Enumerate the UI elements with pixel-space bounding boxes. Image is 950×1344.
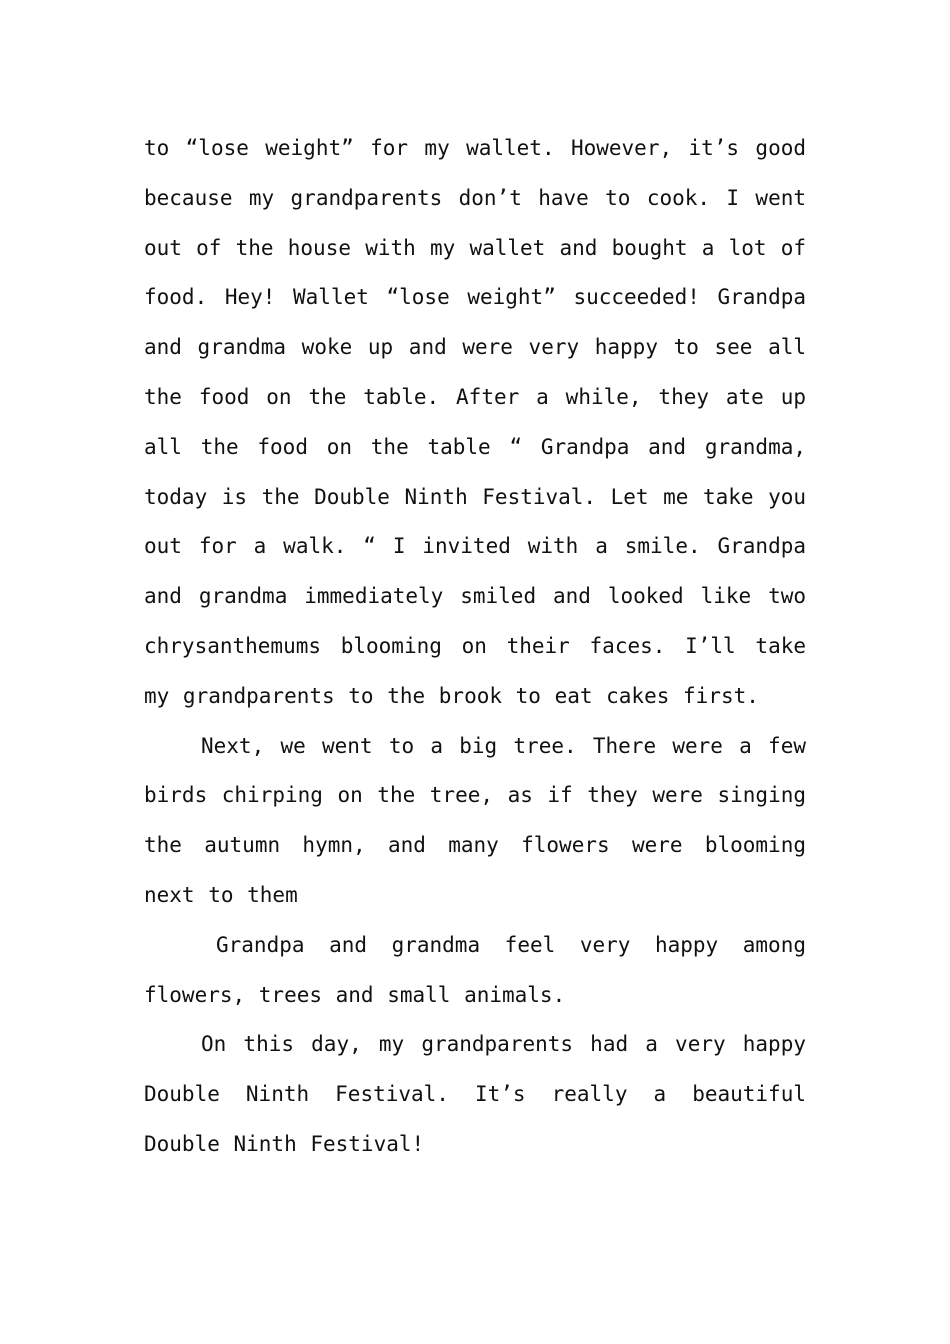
paragraph-3: Grandpa and grandma feel very happy among flowers, trees and small animals. bbox=[144, 932, 806, 1007]
paragraph-2: Next, we went to a big tree. There were a few birds chirping on the tree, as if they were singing the autumn hymn, and many flowers were blooming next to them bbox=[144, 733, 806, 907]
paragraph-1: to “lose weight” for my wallet. However, it’s good because my grandparents don’t have to cook. I went out of the house with my wallet and bought a lot of food. Hey! Wallet “lose weight” succeeded! Grandpa and grandma woke up and were very happy to see all the food on the table. After a while, they ate up all the food on the table “ Grandpa and grandma, today is the Double Ninth Festival. Let me take you out for a walk. “ I invited with a smile. Grandpa and grandma immediately smiled and looked like two chrysanthemums blooming on their faces. I’ll take my grandparents to the brook to eat cakes first. bbox=[144, 136, 806, 708]
body-text bbox=[144, 124, 806, 1170]
paragraph-4: On this day, my grandparents had a very happy Double Ninth Festival. It’s really a beautiful Double Ninth Festival! bbox=[144, 1032, 806, 1156]
